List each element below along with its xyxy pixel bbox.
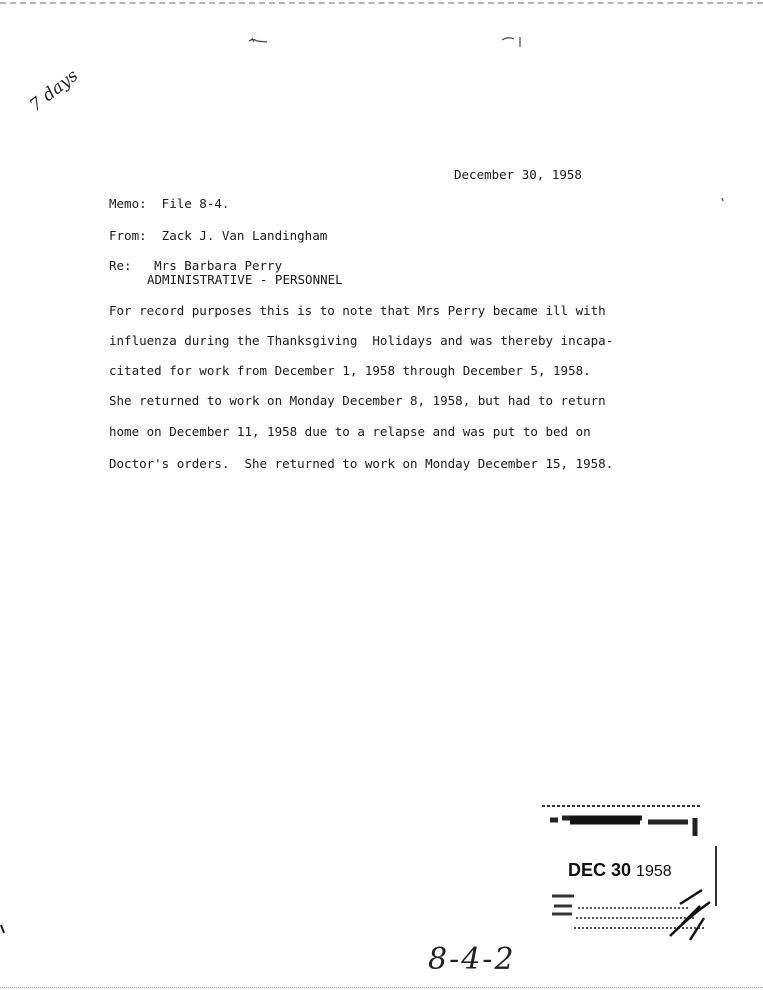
- body-line: citated for work from December 1, 1958 through December 5, 1958.: [109, 363, 591, 378]
- memo-date: December 30, 1958: [454, 167, 582, 182]
- memo-from-line: From: Zack J. Van Landingham: [109, 228, 328, 243]
- stamp-date: [568, 860, 672, 881]
- body-line: influenza during the Thanksgiving Holidays and was thereby incapa-: [109, 333, 614, 348]
- body-line: home on December 11, 1958 due to a relapse and was put to bed on: [109, 424, 591, 439]
- handwritten-file-number: 8-4-2: [428, 942, 516, 977]
- memo-re-subject: ADMINISTRATIVE - PERSONNEL: [147, 272, 343, 287]
- body-line: She returned to work on Monday December 8, 1958, but had to return: [109, 393, 606, 408]
- stamp-date-main: DEC 30: [568, 860, 632, 880]
- memo-file-line: Memo: File 8-4.: [109, 196, 230, 211]
- memo-re-line: Re: Mrs Barbara Perry: [109, 258, 283, 273]
- handwritten-margin-note: 7 days: [26, 65, 83, 116]
- body-line: Doctor's orders. She returned to work on Monday December 15, 1958.: [109, 456, 614, 471]
- stamp-date-year: 1958: [636, 863, 672, 880]
- body-line: For record purposes this is to note that Mrs Perry became ill with: [109, 303, 606, 318]
